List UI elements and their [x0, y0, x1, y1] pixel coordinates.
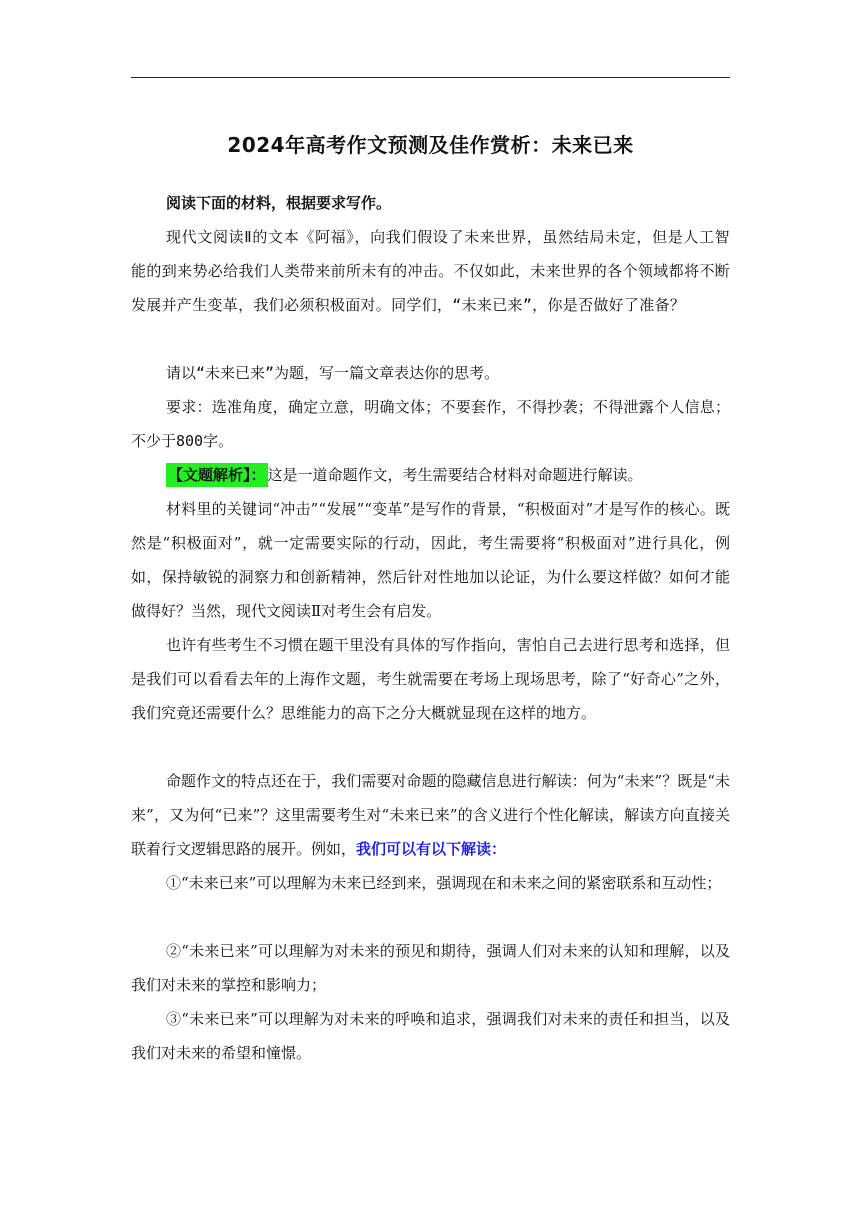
- analysis-paragraph: [131, 458, 730, 492]
- analysis-label: 【文题解析】：: [166, 463, 268, 487]
- interpretation-text: 命题作文的特点还在于，我们需要对命题的隐藏信息进行解读：何为“未来”？既是“未来”，又为何“已来”？这里需要考生对“未来已来”的含义进行个性化解读，解读方向直接关联着行文逻辑思路的展开。例如，: [131, 772, 730, 858]
- prompt-paragraph: 请以“未来已来”为题，写一篇文章表达你的思考。: [166, 364, 500, 382]
- instruction-heading: [131, 186, 730, 220]
- analysis-text: 这是一道命题作文，考生需要结合材料对命题进行解读。: [267, 466, 643, 484]
- point-item: ③“未来已来”可以理解为对未来的呼唤和追求，强调我们对未来的责任和担当，以及我们对未来的希望和憧憬。: [131, 1010, 730, 1062]
- body-paragraph: 也许有些考生不习惯在题干里没有具体的写作指向，害怕自己去进行思考和选择，但是我们可以看看去年的上海作文题，考生就需要在考场上现场思考，除了“好奇心”之外，我们究竟还需要什么？思维能力的高下之分大概就显现在这样的地方。: [131, 636, 730, 722]
- header-rule: [131, 77, 730, 78]
- point-item: ①“未来已来”可以理解为未来已经到来，强调现在和未来之间的紧密联系和互动性；: [166, 874, 722, 892]
- requirements-paragraph: 要求：选准角度，确定立意，明确文体；不要套作，不得抄袭；不得泄露个人信息；不少于800字。: [131, 398, 730, 450]
- material-paragraph: 现代文阅读Ⅱ的文本《阿福》，向我们假设了未来世界，虽然结局未定，但是人工智能的到来势必给我们人类带来前所未有的冲击。不仅如此，未来世界的各个领域都将不断发展并产生变革，我们必须积极面对。同学们，“未来已来”，你是否做好了准备？: [131, 228, 730, 314]
- document-title: 2024年高考作文预测及佳作赏析：未来已来: [227, 133, 634, 157]
- point-item: ②“未来已来”可以理解为对未来的预见和期待，强调人们对未来的认知和理解，以及我们对未来的掌控和影响力；: [131, 942, 730, 994]
- instruction-heading-text: 阅读下面的材料，根据要求写作。: [166, 194, 392, 212]
- interpretation-highlight: 我们可以有以下解读：: [356, 840, 507, 858]
- interpretation-paragraph: [131, 764, 730, 866]
- body-paragraph: 材料里的关键词“冲击”“发展”“变革”是写作的背景，“积极面对”才是写作的核心。既然是“积极面对”，就一定需要实际的行动，因此，考生需要将“积极面对”进行具化，例如，保持敏锐的洞察力和创新精神，然后针对性地加以论证，为什么要这样做？如何才能做得好？当然，现代文阅读Ⅱ对考生会有启发。: [131, 500, 730, 620]
